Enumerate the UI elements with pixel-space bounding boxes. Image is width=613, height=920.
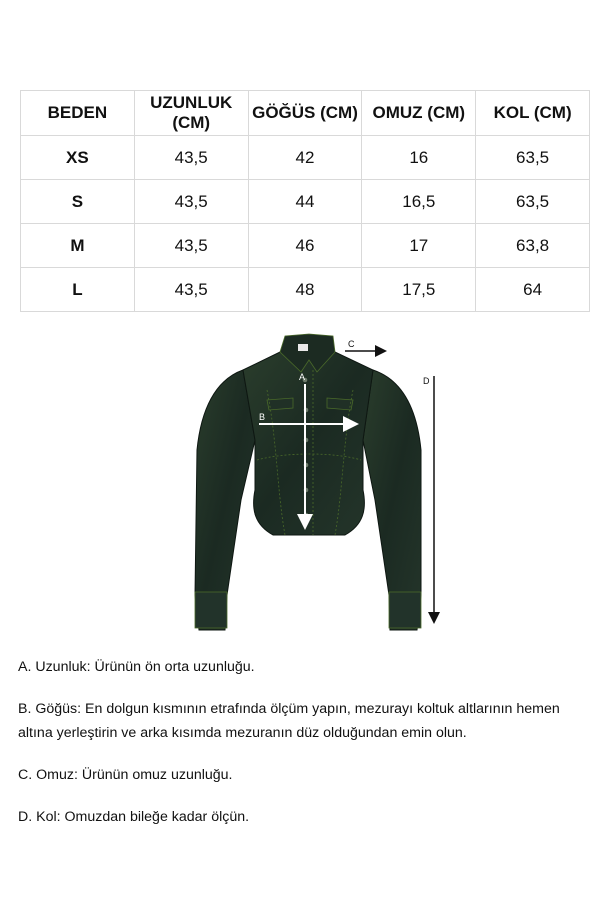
header-sleeve: KOL (CM) <box>476 91 590 136</box>
label-a: A <box>299 372 306 382</box>
note-sleeve: D. Kol: Omuzdan bileğe kadar ölçün. <box>18 809 250 825</box>
sleeve-cell: 63,5 <box>476 136 590 180</box>
note-chest: B. Göğüs: En dolgun kısmının etrafında ölçüm yapın, mezurayı koltuk altlarının hemen altına yerleştirin ve arka kısımda mezuranın düz olduğundan emin olun. <box>18 701 560 741</box>
label-c: C <box>348 339 355 349</box>
size-cell: L <box>21 268 135 312</box>
length-cell: 43,5 <box>134 224 248 268</box>
chest-cell: 46 <box>248 224 362 268</box>
left-cuff <box>195 592 227 628</box>
note-length: A. Uzunluk: Ürünün ön orta uzunluğu. <box>18 659 255 675</box>
neck-label <box>298 344 308 351</box>
label-d: D <box>423 376 430 386</box>
sleeve-cell: 63,8 <box>476 224 590 268</box>
size-cell: M <box>21 224 135 268</box>
shoulder-cell: 17,5 <box>362 268 476 312</box>
length-cell: 43,5 <box>134 136 248 180</box>
left-sleeve <box>195 370 255 630</box>
shoulder-cell: 16 <box>362 136 476 180</box>
right-pocket-flap <box>327 398 353 410</box>
jacket-measurement-diagram <box>185 330 445 635</box>
table-row <box>21 180 590 224</box>
header-shoulder: OMUZ (CM) <box>362 91 476 136</box>
length-cell: 43,5 <box>134 180 248 224</box>
table-row <box>21 224 590 268</box>
label-b: B <box>259 412 266 422</box>
table-row <box>21 136 590 180</box>
length-cell: 43,5 <box>134 268 248 312</box>
sleeve-cell: 64 <box>476 268 590 312</box>
size-cell: S <box>21 180 135 224</box>
shoulder-cell: 16,5 <box>362 180 476 224</box>
chest-cell: 42 <box>248 136 362 180</box>
measurement-notes <box>18 655 598 829</box>
chest-cell: 44 <box>248 180 362 224</box>
right-sleeve <box>363 370 421 630</box>
size-cell: XS <box>21 136 135 180</box>
table-row <box>21 268 590 312</box>
table-header-row <box>21 91 590 136</box>
shoulder-cell: 17 <box>362 224 476 268</box>
left-pocket-flap <box>267 398 293 410</box>
sleeve-cell: 63,5 <box>476 180 590 224</box>
right-cuff <box>389 592 421 628</box>
jacket-body <box>243 352 373 535</box>
header-size: BEDEN <box>21 91 135 136</box>
size-chart-table <box>20 90 590 312</box>
note-shoulder: C. Omuz: Ürünün omuz uzunluğu. <box>18 767 233 783</box>
header-chest: GÖĞÜS (CM) <box>248 91 362 136</box>
header-length: UZUNLUK (CM) <box>134 91 248 136</box>
chest-cell: 48 <box>248 268 362 312</box>
